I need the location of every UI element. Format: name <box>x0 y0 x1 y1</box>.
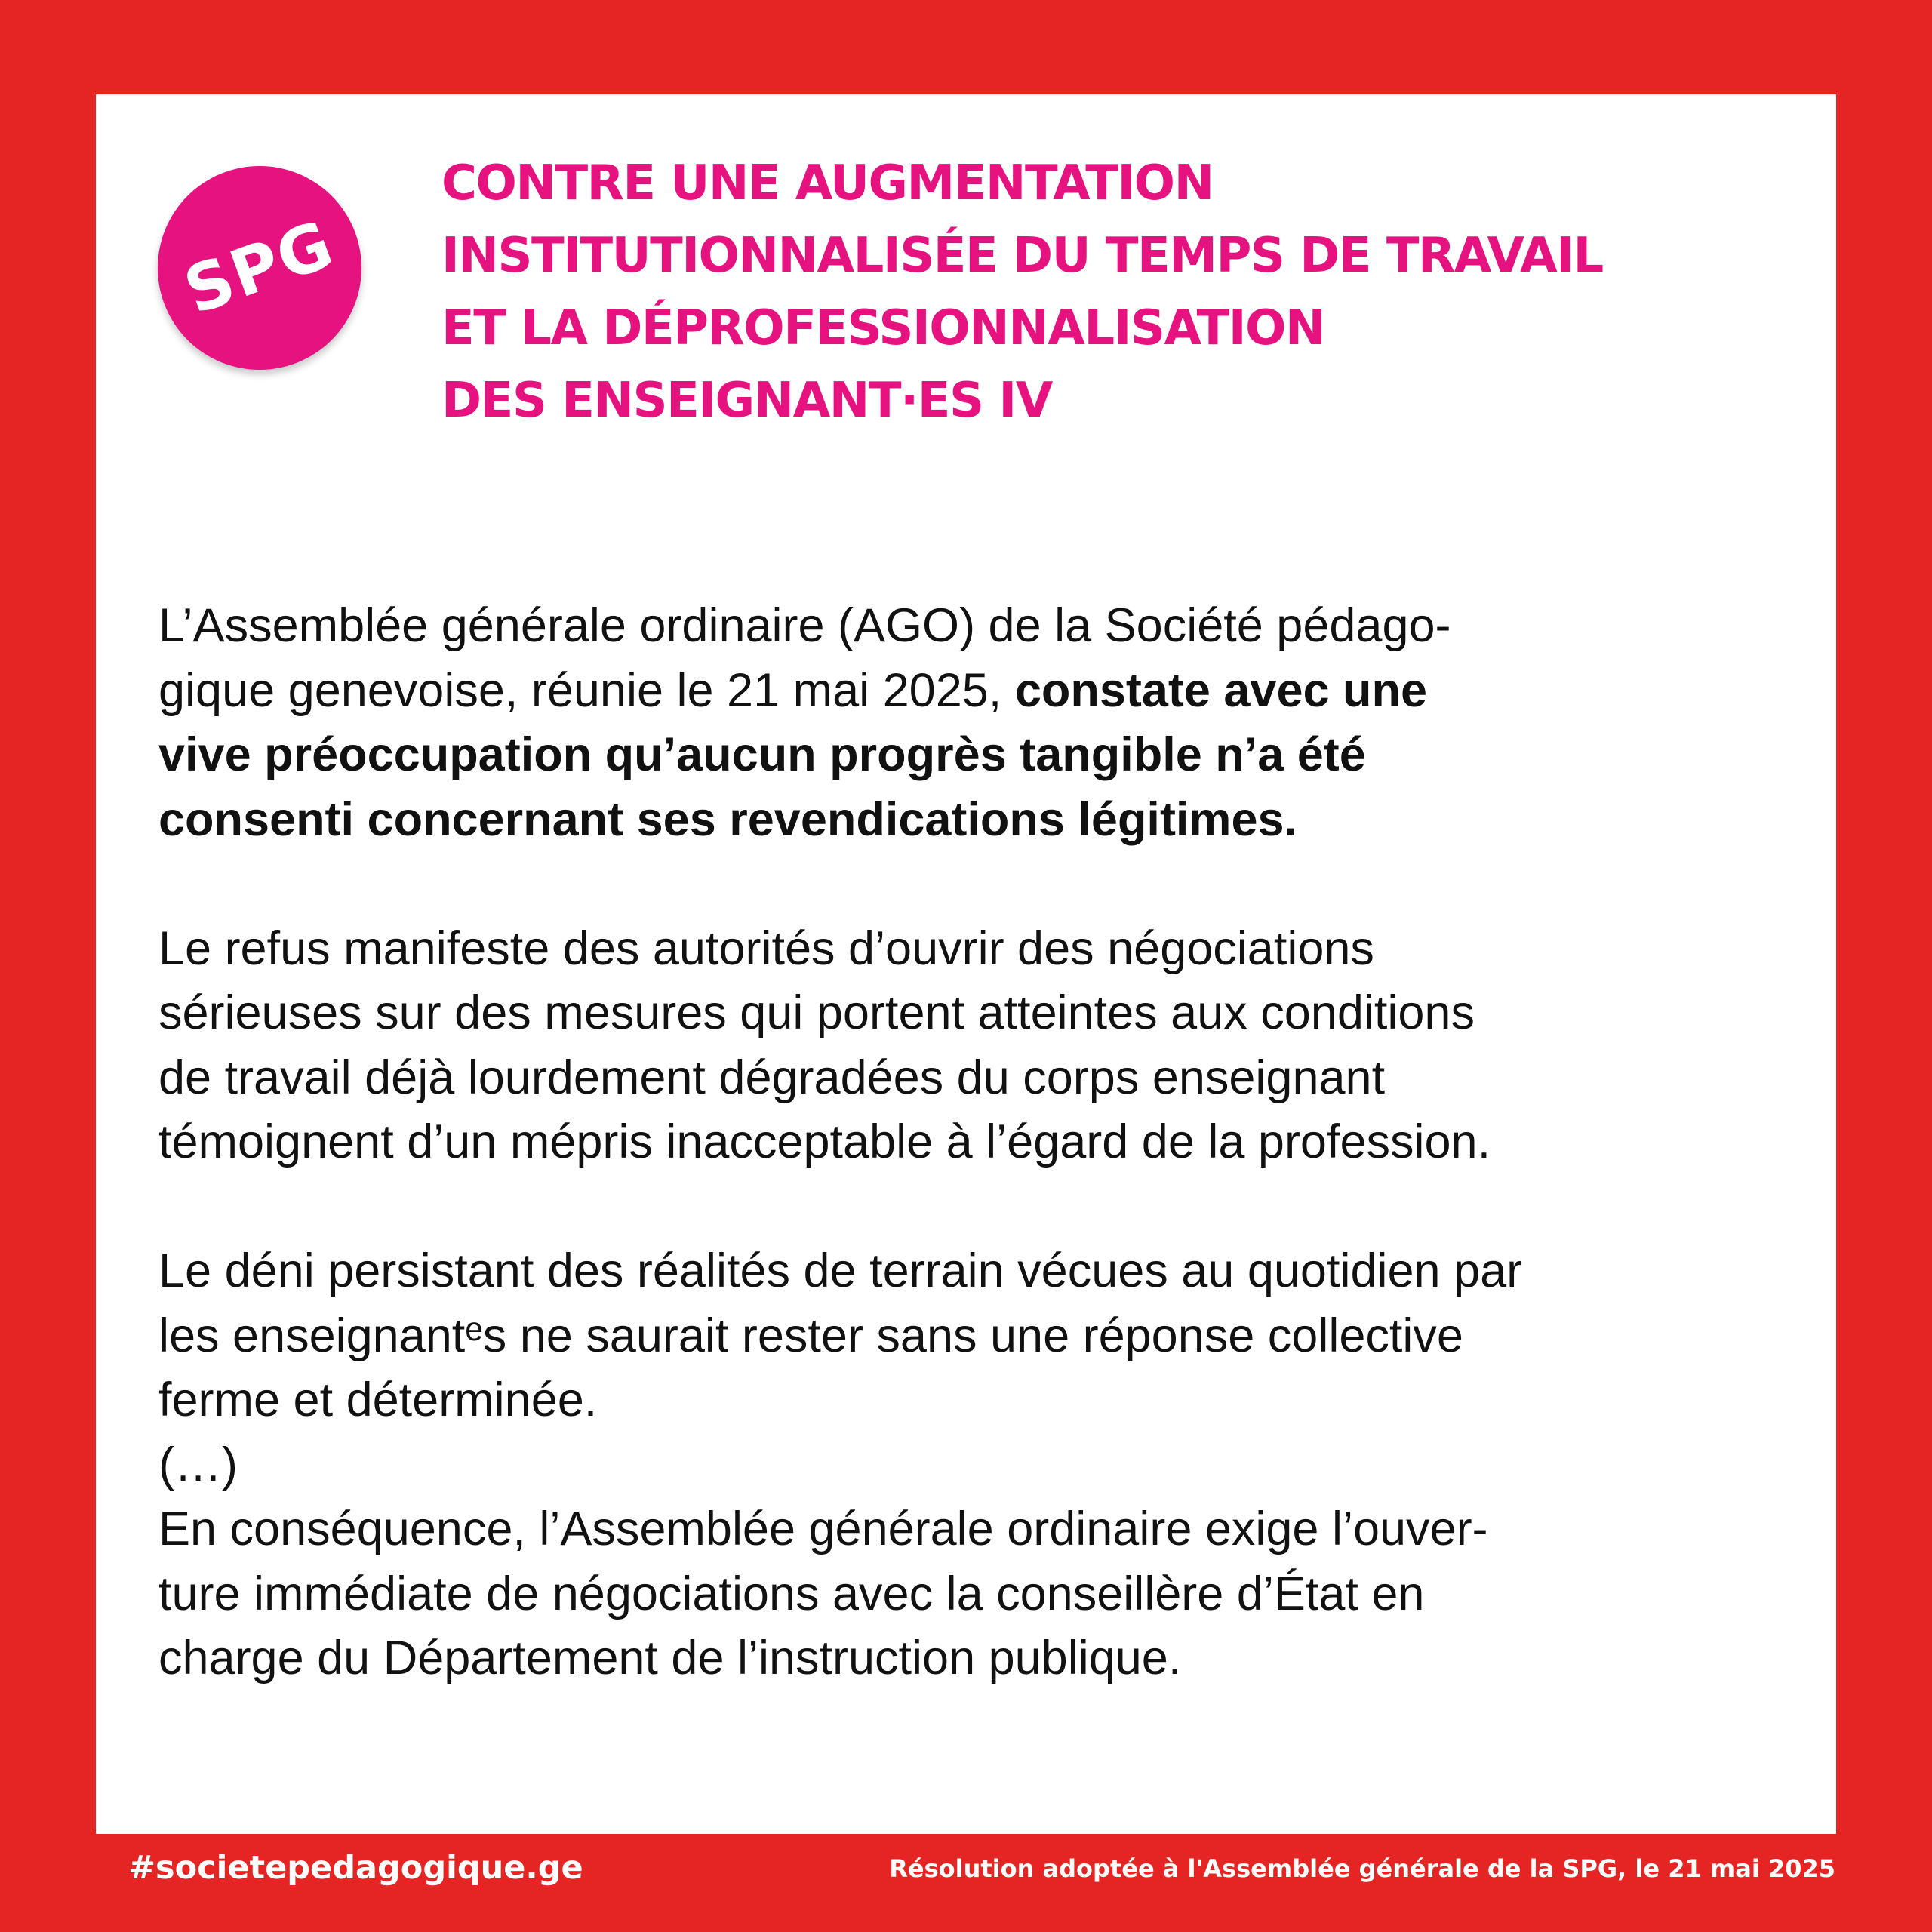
text-line: témoignent d’un mépris inacceptable à l’égard de la profession. <box>158 1115 1491 1168</box>
text-line: charge du Département de l’instruction publique. <box>158 1632 1182 1684</box>
paragraph-demand <box>158 1497 1804 1691</box>
paragraph-refusal <box>158 917 1804 1175</box>
bold-text: vive préoccupation qu’aucun progrès tangible n’a été <box>158 728 1366 781</box>
paragraph-denial <box>158 1239 1804 1433</box>
text-line: sérieuses sur des mesures qui portent atteintes aux conditions <box>158 986 1475 1039</box>
text-line: de travail déjà lourdement dégradées du corps enseignant <box>158 1051 1386 1104</box>
text-line: gique genevoise, réunie le 21 mai 2025, <box>158 663 1015 717</box>
headline-line: ET LA DÉPROFESSIONNALISATION <box>441 300 1324 356</box>
text-line: Le déni persistant des réalités de terrain vécues au quotidien par <box>158 1244 1523 1297</box>
paragraph-spacer <box>158 852 1804 917</box>
headline <box>441 147 1800 437</box>
paragraph-assembly-finding <box>158 594 1804 852</box>
text-line: les enseignantᵉs ne saurait rester sans une réponse collective <box>158 1309 1463 1362</box>
headline-line: INSTITUTIONNALISÉE DU TEMPS DE TRAVAIL <box>441 228 1603 284</box>
text-line: En conséquence, l’Assemblée générale ordinaire exige l’ouver- <box>158 1503 1488 1555</box>
hashtag: #societepedagogique.ge <box>128 1849 583 1887</box>
resolution-body <box>158 594 1804 1691</box>
footer-caption: Résolution adoptée à l'Assemblée générale de la SPG, le 21 mai 2025 <box>889 1854 1835 1883</box>
bold-text: consenti concernant ses revendications légitimes. <box>158 792 1298 846</box>
headline-line: DES ENSEIGNANT·ES IV <box>441 373 1052 429</box>
spg-logo <box>158 166 361 370</box>
bold-text: constate avec une <box>1014 663 1428 717</box>
ellipsis: (…) <box>158 1438 238 1491</box>
logo-text: SPG <box>175 206 344 330</box>
text-line: ferme et déterminée. <box>158 1374 598 1426</box>
text-line: ture immédiate de négociations avec la conseillère d’État en <box>158 1567 1425 1620</box>
text-line: L’Assemblée générale ordinaire (AGO) de la Société pédago- <box>158 599 1451 652</box>
text-line: Le refus manifeste des autorités d’ouvrir des négociations <box>158 921 1374 975</box>
paragraph-spacer <box>158 1175 1804 1240</box>
resolution-card <box>96 94 1836 1834</box>
headline-line: CONTRE UNE AUGMENTATION <box>441 155 1214 211</box>
